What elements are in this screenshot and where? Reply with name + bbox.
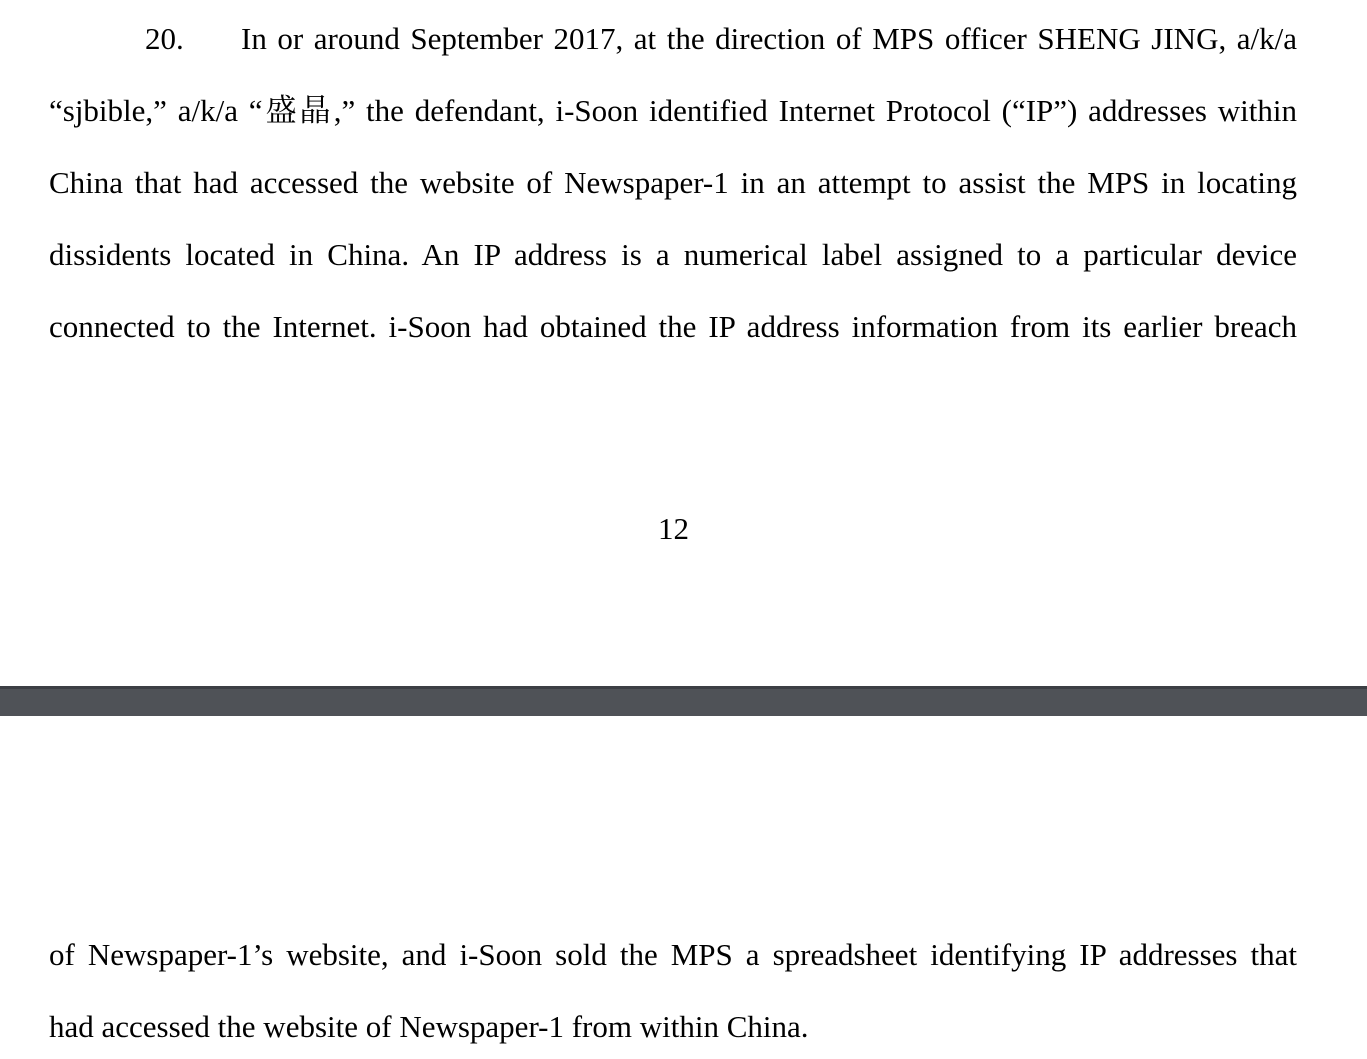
page-break-divider (0, 686, 1367, 716)
document-page-13 (0, 716, 1367, 1059)
paragraph-line: In or around September 2017, at the direction of MPS officer SHENG JING, a/k/a (241, 21, 1297, 56)
page-number: 12 (658, 511, 689, 546)
paragraph-line-last: had accessed the website of Newspaper-1 from within China. (49, 1009, 809, 1044)
paragraph-line: dissidents located in China. An IP address is a numerical label assigned to a particular device (49, 237, 1297, 272)
paragraph-line: “sjbible,” a/k/a “盛晶,” the defendant, i-Soon identified Internet Protocol (“IP”) addresses within (49, 93, 1297, 128)
paragraph-line: connected to the Internet. i-Soon had obtained the IP address information from its earlier breach (49, 309, 1297, 344)
paragraph-number: 20. (145, 21, 184, 56)
paragraph-line: of Newspaper-1’s website, and i-Soon sold the MPS a spreadsheet identifying IP addresses that (49, 937, 1297, 972)
paragraph-line: China that had accessed the website of Newspaper-1 in an attempt to assist the MPS in locating (49, 165, 1297, 200)
